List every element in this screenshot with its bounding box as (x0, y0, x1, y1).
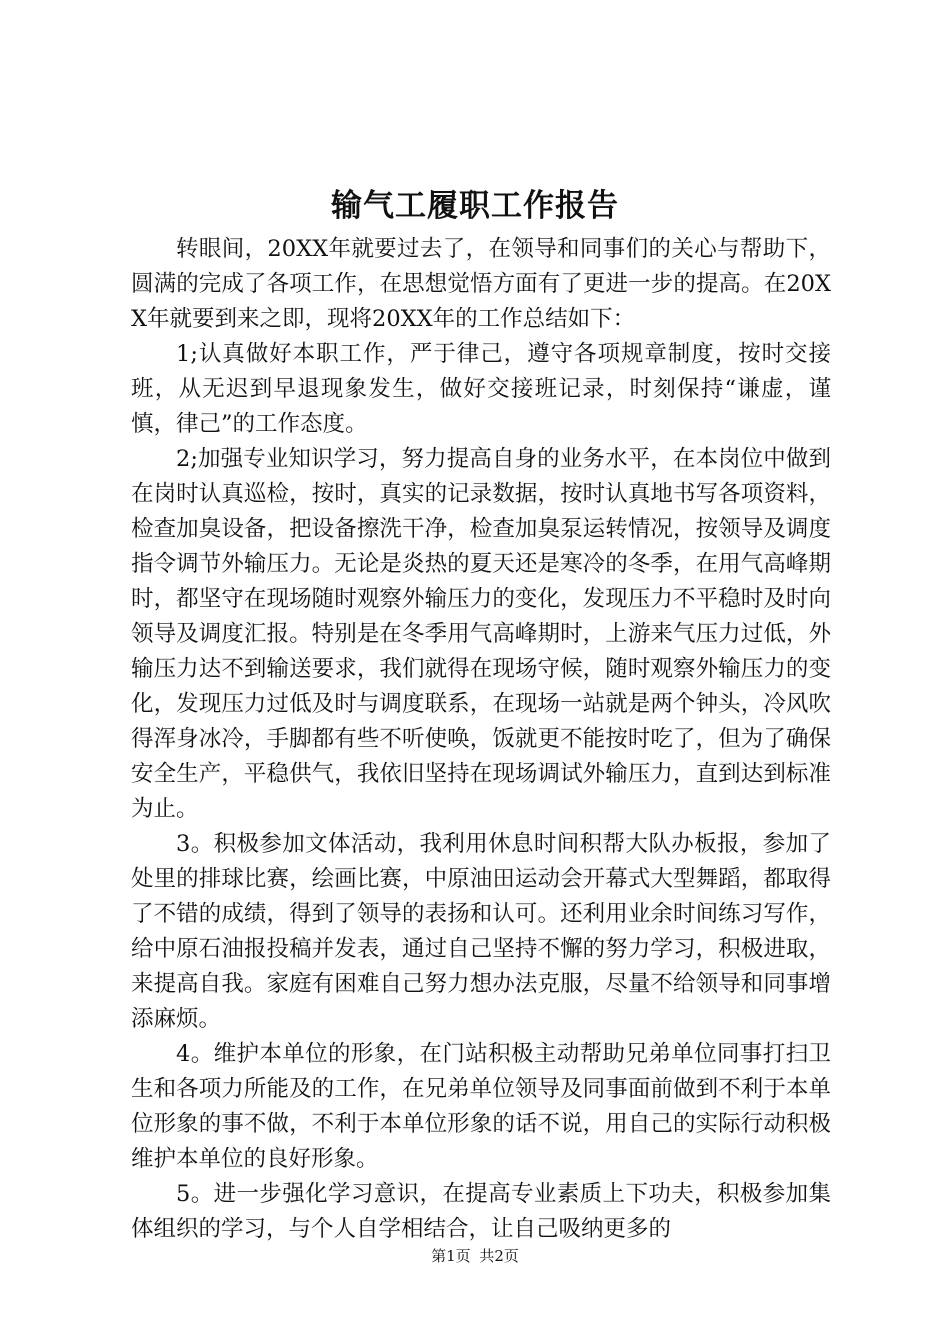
paragraph-item-5: 5。进一步强化学习意识，在提高专业素质上下功夫，积极参加集体组织的学习，与个人自学相结合，让自己吸纳更多的 (131, 1181, 831, 1242)
paragraph-intro: 转眼间，20XX年就要过去了，在领导和同事们的关心与帮助下，圆满的完成了各项工作，在思想觉悟方面有了更进一步的提高。在20XX年就要到来之即，现将20XX年的工作总结如下： (131, 236, 831, 332)
document-title: 输气工履职工作报告 (331, 188, 619, 224)
page-total: 共2页 (479, 1247, 519, 1265)
document-body (131, 232, 831, 1247)
page-footer (0, 1245, 950, 1267)
paragraph-item-4: 4。维护本单位的形象，在门站积极主动帮助兄弟单位同事打扫卫生和各项力所能及的工作，在兄弟单位领导及同事面前做到不利于本单位形象的事不做，不利于本单位形象的话不说，用自己的实际行动积极维护本单位的良好形象。 (131, 1041, 831, 1172)
paragraph-item-2: 2;加强专业知识学习，努力提高自身的业务水平，在本岗位中做到在岗时认真巡检，按时，真实的记录数据，按时认真地书写各项资料，检查加臭设备，把设备擦洗干净，检查加臭泵运转情况，按领导及调度指令调节外输压力。无论是炎热的夏天还是寒冷的冬季，在用气高峰期时，都坚守在现场随时观察外输压力的变化，发现压力不平稳时及时向领导及调度汇报。特别是在冬季用气高峰期时，上游来气压力过低，外输压力达不到输送要求，我们就得在现场守候，随时观察外输压力的变化，发现压力过低及时与调度联系，在现场一站就是两个钟头，冷风吹得浑身冰冷，手脚都有些不听使唤，饭就更不能按时吃了，但为了确保安全生产，平稳供气，我依旧坚持在现场调试外输压力，直到达到标准为止。 (131, 446, 831, 822)
paragraph-item-3: 3。积极参加文体活动，我利用休息时间积帮大队办板报，参加了处里的排球比赛，绘画比赛，中原油田运动会开幕式大型舞蹈，都取得了不错的成绩，得到了领导的表扬和认可。还利用业余时间练习写作，给中原石油报投稿并发表，通过自己坚持不懈的努力学习，积极进取，来提高自我。家庭有困难自己努力想办法克服，尽量不给领导和同事增添麻烦。 (131, 831, 831, 1032)
paragraph-item-1: 1;认真做好本职工作，严于律己，遵守各项规章制度，按时交接班，从无迟到早退现象发生，做好交接班记录，时刻保持“谦虚，谨慎，律己”的工作态度。 (131, 341, 831, 437)
page-number: 第1页 (431, 1247, 471, 1265)
